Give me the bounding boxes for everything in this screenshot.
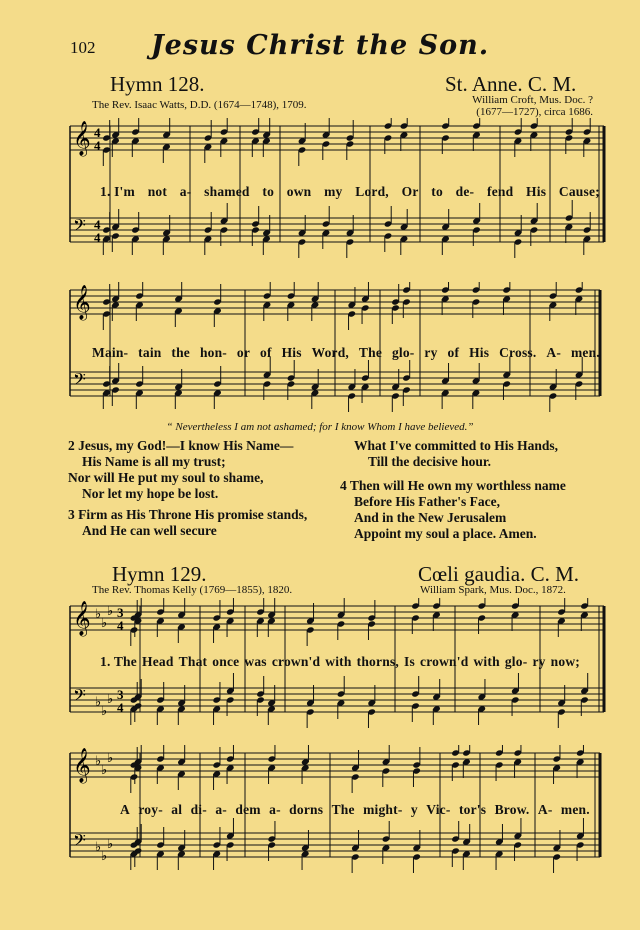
- bass-clef-icon: 𝄢: [73, 685, 86, 709]
- lyric-syllable: Main-: [92, 345, 129, 360]
- verse-3-continued: [354, 438, 558, 470]
- verse-line: 2 Jesus, my God!—I know His Name—: [68, 438, 294, 453]
- lyric-syllable: Cross.: [499, 345, 537, 360]
- lyric-syllable: A: [120, 802, 130, 817]
- bass-clef-icon: 𝄢: [73, 215, 86, 239]
- verse-3: [68, 507, 307, 539]
- hymn-129-author: The Rev. Thomas Kelly (1769—1855), 1820.: [92, 584, 293, 596]
- lyric-syllable: Cause;: [558, 184, 600, 199]
- lyric-syllable: own: [286, 184, 312, 199]
- hymn-128-composer: [393, 94, 593, 118]
- hymn-128-lyrics-1: [100, 184, 600, 200]
- hymn-129-lyrics-2: [120, 802, 590, 818]
- lyric-syllable: fend: [487, 184, 514, 199]
- lyric-syllable: tain: [138, 345, 162, 360]
- verse-line: Appoint my soul a place. Amen.: [354, 526, 537, 541]
- hymn-129-tune: Cœli gaudia. C. M.: [418, 562, 579, 586]
- lyric-syllable: The: [331, 802, 355, 817]
- scripture-quote: “ Nevertheless I am not ashamed; for I know Whom I have believed.”: [166, 421, 474, 433]
- flat-sign-icon: ♭: [101, 703, 108, 718]
- hymn-129-lyrics-1: [100, 654, 580, 670]
- lyric-syllable: to: [431, 184, 443, 199]
- verse-line: His Name is all my trust;: [82, 454, 226, 469]
- verse-line: 3 Firm as His Throne His promise stands,: [68, 507, 308, 522]
- bass-clef-icon: 𝄢: [73, 830, 86, 854]
- lyric-syllable: A-: [546, 345, 562, 360]
- lyric-syllable: once: [212, 654, 240, 669]
- treble-clef-icon: 𝄞: [73, 748, 91, 783]
- lyric-syllable: roy-: [138, 802, 163, 817]
- lyric-syllable: ry: [532, 654, 546, 669]
- hymn-128-author: The Rev. Isaac Watts, D.D. (1674—1748), 1709.: [92, 99, 307, 111]
- lyric-syllable: Or: [401, 184, 419, 199]
- lyric-syllable: might-: [363, 802, 403, 817]
- lyric-syllable: glo-: [391, 345, 415, 360]
- lyric-syllable: tor's: [458, 802, 487, 817]
- lyric-syllable: a-: [179, 184, 192, 199]
- flat-sign-icon: ♭: [95, 753, 102, 768]
- flat-sign-icon: ♭: [101, 848, 108, 863]
- lyric-syllable: thorns,: [356, 654, 399, 669]
- lyric-syllable: a-: [215, 802, 227, 817]
- hymn-128-tune: St. Anne. C. M.: [445, 72, 577, 96]
- lyric-syllable: Lord,: [355, 184, 389, 199]
- lyric-syllable: Is: [404, 654, 415, 669]
- lyric-syllable: His: [526, 184, 547, 199]
- lyric-syllable: was: [244, 654, 267, 669]
- verse-line: Before His Father's Face,: [354, 494, 500, 509]
- lyric-syllable: men.: [560, 802, 590, 817]
- verse-line: Nor let my hope be lost.: [82, 486, 219, 501]
- lyric-syllable: Brow.: [494, 802, 530, 817]
- lyric-syllable: al: [171, 802, 183, 817]
- lyric-syllable: Head: [142, 654, 174, 669]
- flat-sign-icon: ♭: [107, 836, 114, 851]
- lyric-syllable: the: [171, 345, 191, 360]
- lyric-syllable: His: [469, 345, 490, 360]
- lyric-syllable: ry: [424, 345, 438, 360]
- lyric-syllable: with: [325, 654, 352, 669]
- lyric-syllable: to: [262, 184, 275, 199]
- lyric-syllable: of: [447, 345, 460, 360]
- flat-sign-icon: ♭: [101, 615, 108, 630]
- lyric-syllable: a-: [269, 802, 281, 817]
- time-signature-bottom: 4: [94, 230, 101, 245]
- lyric-syllable: hon-: [199, 345, 227, 360]
- running-head: Jesus Christ the Son.: [150, 30, 490, 61]
- verse-line: And in the New Jerusalem: [354, 510, 507, 525]
- lyric-syllable: 1. I'm: [100, 184, 135, 199]
- time-signature-bottom: 4: [117, 618, 124, 633]
- time-signature-top: 3: [117, 605, 124, 620]
- lyric-syllable: Vic-: [426, 802, 451, 817]
- bass-clef-icon: 𝄢: [73, 369, 86, 393]
- lyric-syllable: men.: [570, 345, 600, 360]
- flat-sign-icon: ♭: [95, 606, 102, 621]
- verse-line: Nor will He put my soul to shame,: [68, 470, 264, 485]
- hymn-129-title: Hymn 129.: [112, 562, 207, 586]
- treble-clef-icon: 𝄞: [73, 601, 91, 636]
- lyric-syllable: of: [260, 345, 272, 360]
- verse-4: [340, 478, 566, 542]
- lyric-syllable: with: [473, 654, 500, 669]
- lyric-syllable: 1. The: [100, 654, 137, 669]
- hymn-128-composer-line2: (1677—1727), circa 1686.: [476, 106, 593, 118]
- hymn-129-composer: William Spark, Mus. Doc., 1872.: [420, 584, 566, 596]
- verse-line: And He can well secure: [82, 523, 217, 538]
- lyric-syllable: di-: [190, 802, 207, 817]
- lyric-syllable: dorns: [289, 802, 324, 817]
- time-signature-bottom: 4: [94, 138, 101, 153]
- hymn-128-composer-line1: William Croft, Mus. Doc. ?: [472, 94, 593, 106]
- flat-sign-icon: ♭: [107, 750, 114, 765]
- lyric-syllable: de-: [455, 184, 475, 199]
- lyric-syllable: A-: [537, 802, 553, 817]
- lyric-syllable: dem: [235, 802, 261, 817]
- flat-sign-icon: ♭: [107, 691, 114, 706]
- lyric-syllable: now;: [550, 654, 580, 669]
- lyric-syllable: or: [236, 345, 251, 360]
- lyric-syllable: The: [358, 345, 383, 360]
- treble-clef-icon: 𝄞: [73, 121, 91, 156]
- lyric-syllable: y: [410, 802, 418, 817]
- treble-clef-icon: 𝄞: [73, 285, 91, 320]
- lyric-syllable: His: [281, 345, 302, 360]
- verse-line: 4 Then will He own my worthless name: [340, 478, 566, 493]
- time-signature-top: 3: [117, 687, 124, 702]
- verse-2: [68, 438, 293, 502]
- flat-sign-icon: ♭: [107, 603, 114, 618]
- verse-line: Till the decisive hour.: [368, 454, 492, 469]
- lyric-syllable: That: [178, 654, 208, 669]
- time-signature-bottom: 4: [117, 700, 124, 715]
- lyric-syllable: crown'd: [420, 654, 469, 669]
- page-number: 102: [70, 38, 96, 57]
- hymn-128-title: Hymn 128.: [110, 72, 205, 96]
- lyric-syllable: my: [324, 184, 343, 199]
- flat-sign-icon: ♭: [95, 839, 102, 854]
- flat-sign-icon: ♭: [95, 694, 102, 709]
- lyric-syllable: not: [147, 184, 168, 199]
- time-signature-top: 4: [94, 217, 101, 232]
- lyric-syllable: shamed: [204, 184, 250, 199]
- time-signature-top: 4: [94, 125, 101, 140]
- hymn-128-lyrics-2: [92, 345, 600, 361]
- lyric-syllable: crown'd: [271, 654, 321, 669]
- lyric-syllable: glo-: [504, 654, 528, 669]
- flat-sign-icon: ♭: [101, 762, 108, 777]
- verse-line: What I've committed to His Hands,: [354, 438, 558, 453]
- lyric-syllable: Word,: [311, 345, 349, 360]
